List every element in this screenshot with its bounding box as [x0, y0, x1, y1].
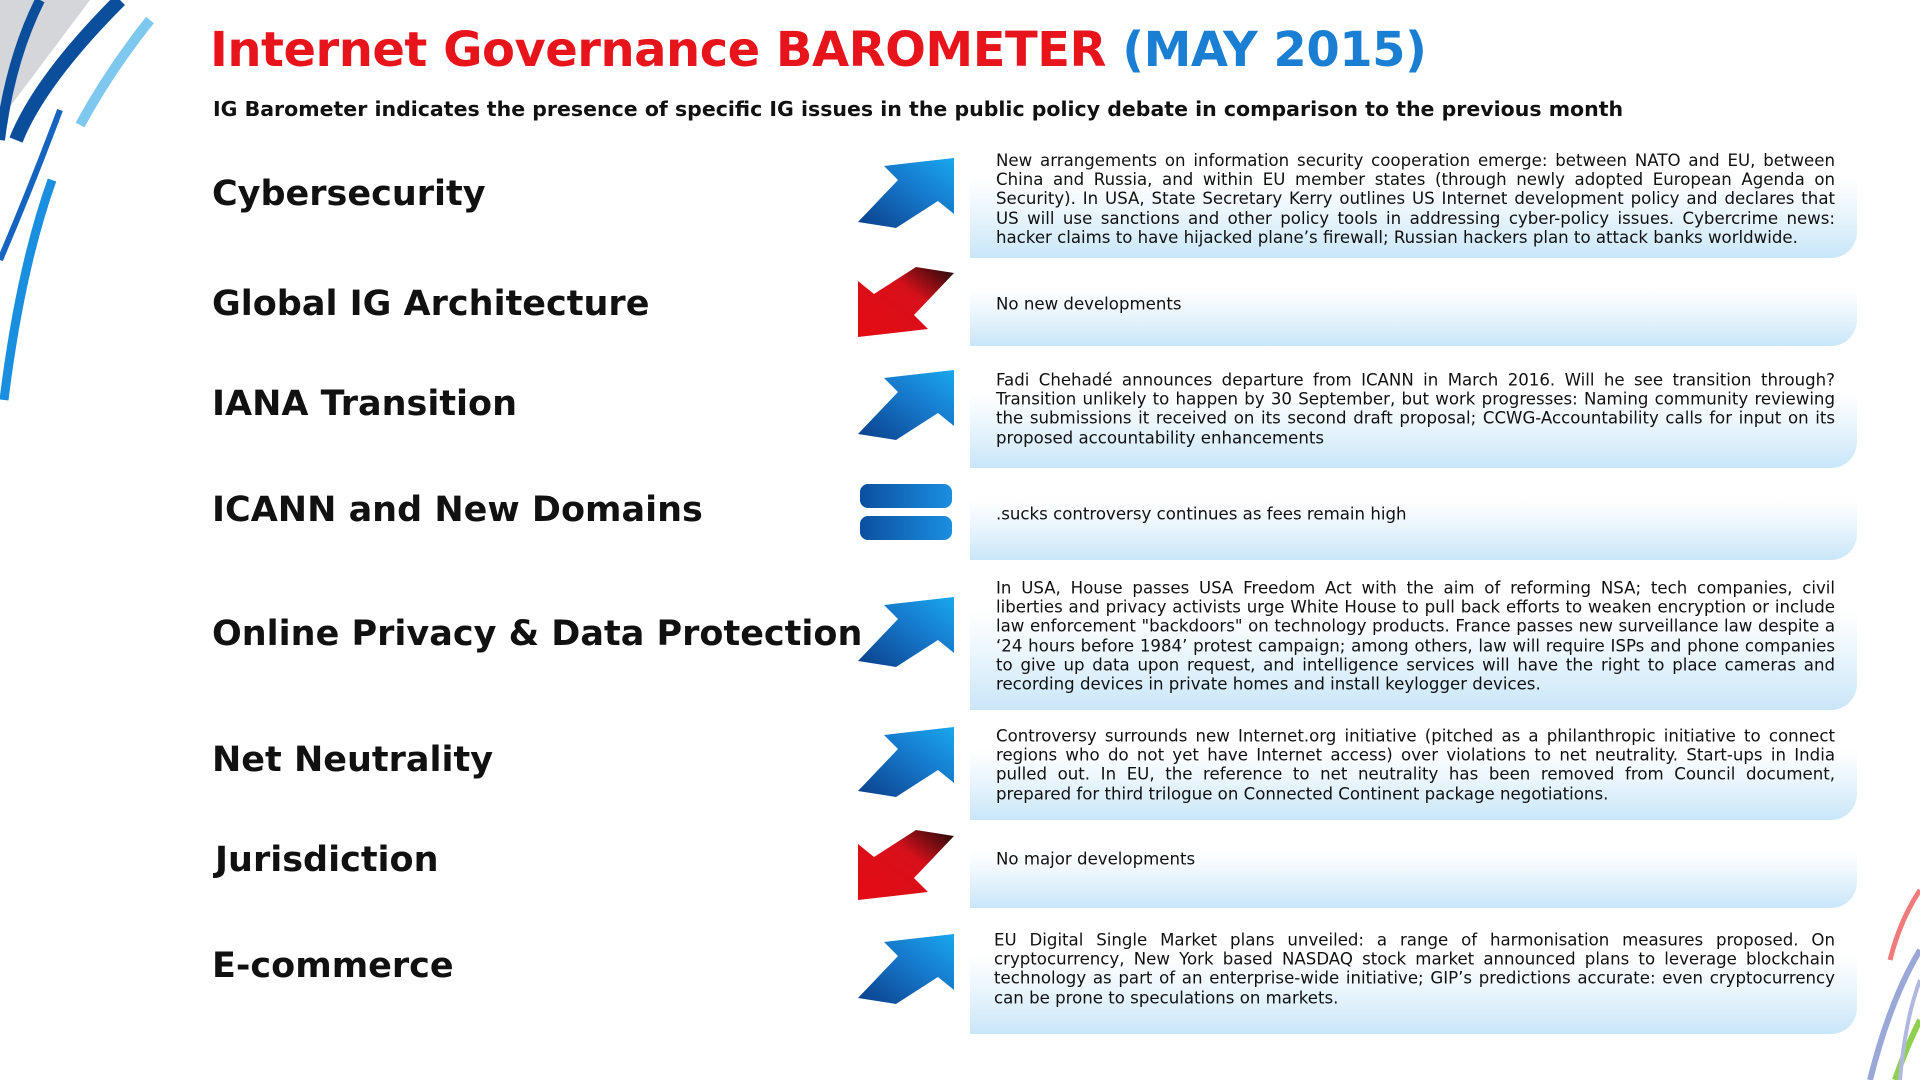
row-description: Fadi Chehadé announces departure from ICANN in March 2016. Will he see transition through? Transition unlikely to happen by 30 September, but work progresses: Naming community reviewing the submissions it received on its second draft proposal; CCWG-Accountability calls for input on its proposed accountability enhancements: [996, 370, 1835, 448]
arrow-up-right-icon: [858, 727, 954, 797]
arrow-up-right-icon: [858, 934, 954, 1004]
equals-icon: [858, 478, 954, 548]
row-description-box: [970, 476, 1857, 560]
row-description: No new developments: [996, 294, 1182, 314]
row-label: Cybersecurity: [212, 174, 486, 214]
page-title-main: Internet Governance BAROMETER: [210, 22, 1106, 78]
row-description: New arrangements on information security cooperation emerge: between NATO and EU, between China and Russia, and within EU member states (through newly adopted European Agenda on Security). In USA, State Secretary Kerry outlines US Internet development policy and declares that US will use sanctions and other policy tools in addressing cyber-policy issues. Cybercrime news: hacker claims to have hijacked plane’s firewall; Russian hackers plan to attack banks worldwide.: [996, 150, 1835, 247]
arrow-up-right-icon: [858, 597, 954, 667]
row-description-box: [970, 722, 1857, 820]
row-label: E-commerce: [212, 946, 454, 986]
row-description: No major developments: [996, 849, 1196, 869]
row-label: Jurisdiction: [215, 840, 439, 880]
row-description-box: [970, 266, 1857, 346]
row-description-box: [970, 924, 1857, 1034]
row-label: Online Privacy & Data Protection: [212, 614, 863, 654]
arrow-up-right-icon: [858, 370, 954, 440]
row-description-box: [970, 828, 1857, 908]
arrow-down-left-icon: [858, 830, 954, 900]
row-description: Controversy surrounds new Internet.org initiative (pitched as a philanthropic initiative to connect regions who do not yet have Internet access) over violations to net neutrality. Start-ups in India pulled out. In EU, the reference to net neutrality has been removed from Council document, prepared for third trilogue on Connected Continent package negotiations.: [996, 726, 1835, 804]
page-subtitle: IG Barometer indicates the presence of specific IG issues in the public policy debate in comparison to the previous month: [213, 97, 1624, 121]
arrow-up-right-icon: [858, 158, 954, 228]
row-label: IANA Transition: [212, 384, 518, 424]
row-description: In USA, House passes USA Freedom Act with the aim of reforming NSA; tech companies, civil liberties and privacy activists urge White House to pull back efforts to weaken encryption or include law enforcement "backdoors" on technology products. France passes new surveillance law despite a ‘24 hours before 1984’ protest campaign; among others, law will require ISPs and phone companies to give up data upon request, and intelligence services will have the right to place cameras and recording devices in private homes and install keylogger devices.: [996, 578, 1835, 694]
row-label: ICANN and New Domains: [212, 490, 703, 530]
row-description: EU Digital Single Market plans unveiled: a range of harmonisation measures proposed. On cryptocurrency, New York based NASDAQ stock market announced plans to leverage blockchain technology as part of an enterprise-wide initiative; GIP’s predictions accurate: even cryptocurrency can be prone to speculations on markets.: [994, 930, 1835, 1008]
row-description-box: [970, 146, 1857, 258]
row-label: Global IG Architecture: [212, 284, 650, 324]
row-description-box: [970, 362, 1857, 468]
page-title-date: (MAY 2015): [1122, 22, 1427, 78]
arrow-down-left-icon: [858, 267, 954, 337]
row-description-box: [970, 572, 1857, 710]
row-description: .sucks controversy continues as fees remain high: [996, 504, 1407, 524]
row-label: Net Neutrality: [212, 740, 494, 780]
